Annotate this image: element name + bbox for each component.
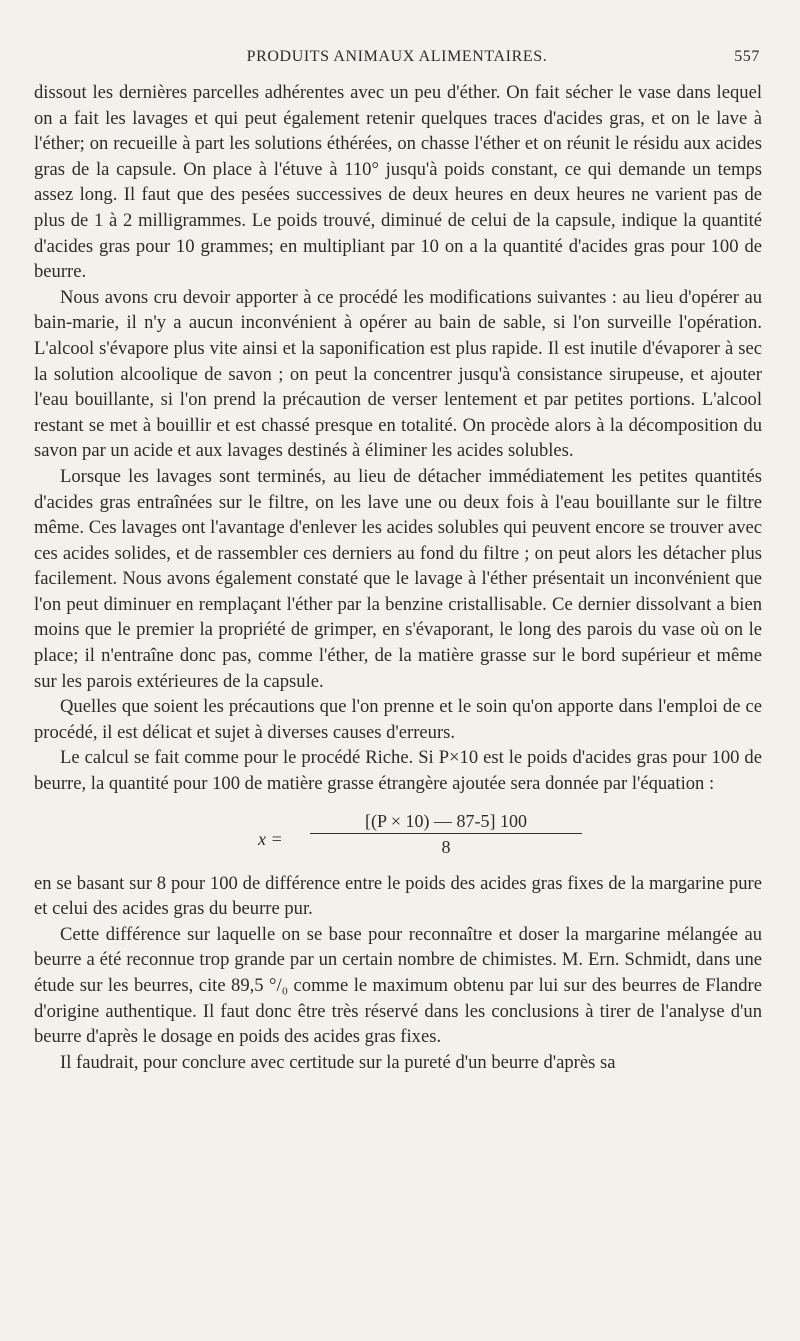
running-header [34,48,760,74]
equation-numerator: [(P × 10) — 87-5] 100 [365,810,527,831]
paragraph-6: en se basant sur 8 pour 100 de différence entre le poids des acides gras fixes de la margarine pure et celui des acides gras du beurre pur. [34,872,762,920]
running-title: PRODUITS ANIMAUX ALIMENTAIRES. [246,48,548,65]
paragraph-4: Quelles que soient les précautions que l'on prenne et le soin qu'on apporte dans l'emploi de ce procédé, il est délicat et sujet à diverses causes d'erreurs. [34,696,762,743]
paragraph-8: Il faudrait, pour conclure avec certitude sur la pureté d'un beurre d'après sa [60,1051,616,1073]
equation-lhs: x = [258,828,283,849]
page-number: 557 [734,48,760,65]
fraction-bar [310,833,582,834]
paragraph-3: Lorsque les lavages sont terminés, au lieu de détacher immédiatement les petites quantités d'acides gras entraînées sur le filtre, on les lave une ou deux fois à l'eau bouillante sur le filtre même. Ces lavages ont l'avantage d'enlever les acides solubles qui peuvent encore se trouver avec ces acides solides, et de rassembler ces derniers au fond du filtre ; on peut alors les détacher plus facilement. Nous avons également constaté que le lavage à l'éther présentait un inconvénient que l'on peut diminuer en remplaçant l'éther par la benzine cristallisable. Ce dernier dissolvant a bien moins que le premier la propriété de grimper, en s'évaporant, le long des parois du vase où on le place; il n'entraîne donc pas, comme l'éther, de la matière grasse sur le bord supérieur et même sur les parois extérieures de la capsule. [34,465,762,692]
paragraph-5: Le calcul se fait comme pour le procédé Riche. Si P×10 est le poids d'acides gras pour 100 de beurre, la quantité pour 100 de matière grasse étrangère ajoutée sera donnée par l'équation : [34,747,762,795]
paragraph-2: Nous avons cru devoir apporter à ce procédé les modifications suivantes : au lieu d'opérer au bain-marie, il n'y a aucun inconvénient à opérer au bain de sable, si l'on surveille l'opération. L'alcool s'évapore plus vite ainsi et la saponification est plus rapide. Il est inutile d'évaporer à sec la solution alcoolique de savon ; on peut la concentrer jusqu'à consistance sirupeuse, et ajouter l'eau bouillante, si l'on prend la précaution de verser lentement et par petites portions. L'alcool restant se met à bouillir et est chassé presque en totalité. On procède alors à la décomposition du savon par un acide et aux lavages destinés à éliminer les acides solubles. [34,286,762,462]
body-text [34,80,762,1075]
equation [34,809,762,869]
paragraph-1: dissout les dernières parcelles adhérentes avec un peu d'éther. On fait sécher le vase dans lequel on a fait les lavages et qui peut également retenir quelques traces d'acides gras, et on le lave à l'éther; on recueille à part les solutions éthérées, on chasse l'éther et on réunit le résidu aux acides gras de la capsule. On place à l'étuve à 110° jusqu'à poids constant, ce qui demande un temps assez long. Il faut que des pesées successives de deux heures en deux heures ne varient pas de plus de 1 à 2 milligrammes. Le poids trouvé, diminué de celui de la capsule, indique la quantité d'acides gras pour 10 grammes; en multipliant par 10 on a la quantité d'acides gras pour 100 de beurre. [34,82,762,283]
paragraph-7: Cette différence sur laquelle on se base pour reconnaître et doser la margarine mélangée au beurre a été reconnue trop grande par un certain nombre de chimistes. M. Ern. Schmidt, dans une étude sur les beurres, cite 89,5 °/₀ comme le maximum obtenu par lui sur des beurres de Flandre d'origine authentique. Il faut donc être très réservé dans les conclusions à tirer de l'analyse d'un beurre d'après le dosage en poids des acides gras fixes. [34,923,762,1048]
equation-denominator: 8 [441,836,451,857]
